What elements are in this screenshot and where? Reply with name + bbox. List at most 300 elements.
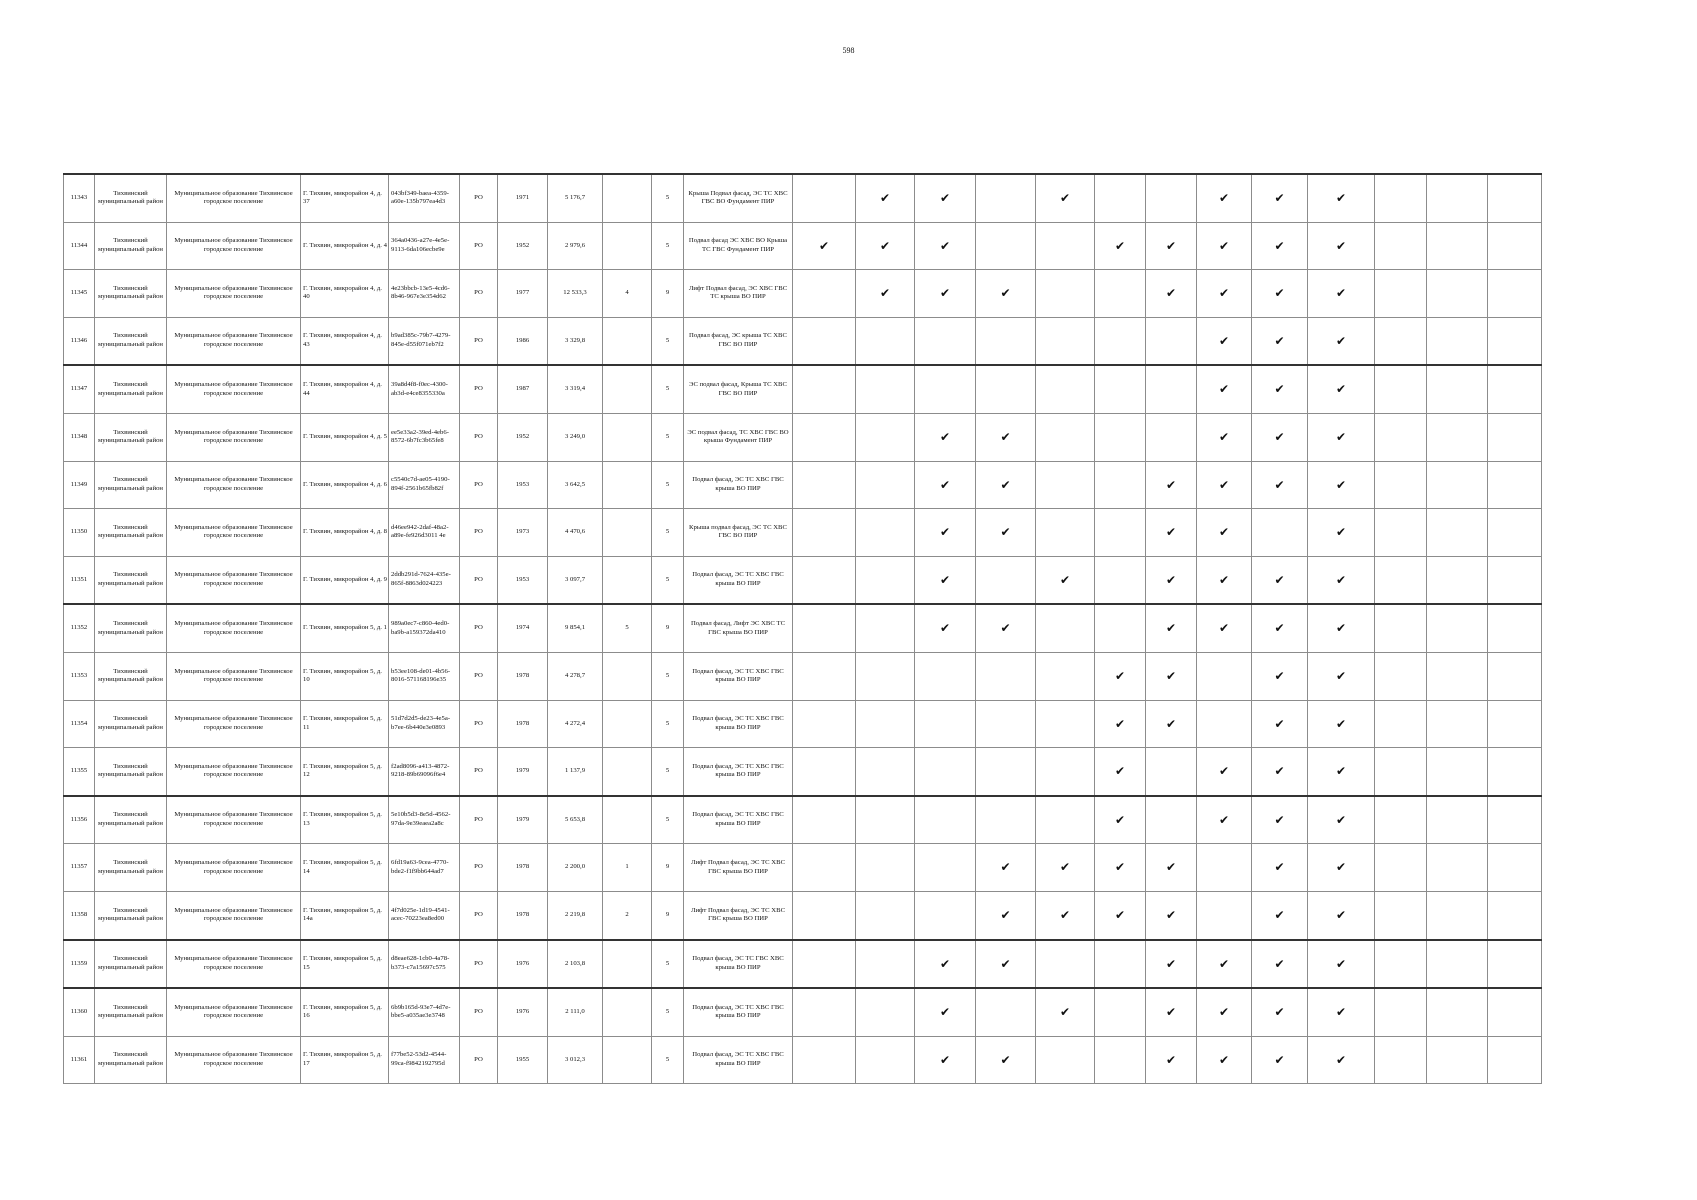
floors-cell: 9 [652,891,684,939]
guid-cell: 4f7d025e-1d19-4541-acec-70223ea8ed00 [389,891,460,939]
check-mark-icon: ✔ [793,222,856,270]
floors-cell: 5 [652,222,684,270]
empty-work-cell [1488,796,1542,844]
check-mark-icon: ✔ [976,604,1036,652]
floors-cell: 5 [652,1036,684,1084]
fund-form-cell: РО [460,748,498,796]
district-cell: Тихвинский муниципальный район [95,748,167,796]
address-cell: Г. Тихвин, микрорайон 4, д. 37 [301,174,389,222]
check-mark-icon: ✔ [976,413,1036,461]
empty-work-cell [915,891,976,939]
area-cell: 2 200,0 [548,844,603,892]
lifts-count-cell [603,222,652,270]
guid-cell: d46ee942-2daf-48a2-a89e-fe926d3011 4e [389,509,460,557]
empty-work-cell [793,796,856,844]
municipality-cell: Муниципальное образование Тихвинское городское поселение [167,748,301,796]
empty-work-cell [1488,700,1542,748]
check-mark-icon: ✔ [1095,796,1146,844]
empty-work-cell [1375,604,1427,652]
empty-work-cell [1197,652,1252,700]
row-id-cell: 11350 [64,509,95,557]
empty-work-cell [1095,174,1146,222]
check-mark-icon: ✔ [1146,604,1197,652]
area-cell: 5 653,8 [548,796,603,844]
check-mark-icon: ✔ [1197,796,1252,844]
table-row [64,844,1542,892]
works-list-cell: Крыша подвал фасад, ЭС ТС ХВС ГВС ВО ПИР [684,509,793,557]
empty-work-cell [1095,988,1146,1036]
fund-form-cell: РО [460,796,498,844]
area-cell: 4 470,6 [548,509,603,557]
empty-work-cell [1375,988,1427,1036]
empty-work-cell [1488,891,1542,939]
lifts-count-cell [603,509,652,557]
table-row [64,988,1542,1036]
empty-work-cell [793,844,856,892]
empty-work-cell [1375,317,1427,365]
check-mark-icon: ✔ [976,940,1036,989]
check-mark-icon: ✔ [1036,891,1095,939]
district-cell: Тихвинский муниципальный район [95,509,167,557]
row-id-cell: 11356 [64,796,95,844]
check-mark-icon: ✔ [1252,844,1308,892]
empty-work-cell [1427,174,1488,222]
empty-work-cell [1427,700,1488,748]
empty-work-cell [856,556,915,604]
table-row [64,317,1542,365]
lifts-count-cell: 2 [603,891,652,939]
check-mark-icon: ✔ [1252,222,1308,270]
empty-work-cell [856,317,915,365]
floors-cell: 9 [652,270,684,318]
municipality-cell: Муниципальное образование Тихвинское городское поселение [167,940,301,989]
empty-work-cell [915,317,976,365]
empty-work-cell [1375,365,1427,413]
built-year-cell: 1976 [498,988,548,1036]
empty-work-cell [1036,509,1095,557]
row-id-cell: 11348 [64,413,95,461]
built-year-cell: 1973 [498,509,548,557]
check-mark-icon: ✔ [1308,222,1375,270]
built-year-cell: 1987 [498,365,548,413]
empty-work-cell [1036,796,1095,844]
address-cell: Г. Тихвин, микрорайон 5, д. 16 [301,988,389,1036]
works-list-cell: Лифт Подвал фасад, ЭС ТС ХВС ГВС крыша ВО ПИР [684,844,793,892]
check-mark-icon: ✔ [1197,461,1252,509]
table-row [64,174,1542,222]
guid-cell: f2ad8096-a413-4872-9218-89b69096f6e4 [389,748,460,796]
check-mark-icon: ✔ [1146,556,1197,604]
row-id-cell: 11344 [64,222,95,270]
built-year-cell: 1971 [498,174,548,222]
empty-work-cell [793,365,856,413]
floors-cell: 5 [652,556,684,604]
district-cell: Тихвинский муниципальный район [95,461,167,509]
empty-work-cell [1427,652,1488,700]
district-cell: Тихвинский муниципальный район [95,604,167,652]
address-cell: Г. Тихвин, микрорайон 4, д. 43 [301,317,389,365]
works-list-cell: Подвал фасад ЭС ХВС ВО Крыша ТС ГВС Фундамент ПИР [684,222,793,270]
empty-work-cell [1488,365,1542,413]
check-mark-icon: ✔ [1252,988,1308,1036]
fund-form-cell: РО [460,700,498,748]
area-cell: 4 272,4 [548,700,603,748]
floors-cell: 5 [652,988,684,1036]
empty-work-cell [976,556,1036,604]
lifts-count-cell [603,413,652,461]
empty-work-cell [793,891,856,939]
address-cell: Г. Тихвин, микрорайон 4, д. 44 [301,365,389,413]
check-mark-icon: ✔ [1252,700,1308,748]
check-mark-icon: ✔ [1252,940,1308,989]
guid-cell: 5e10b5d3-8e5d-4562-97da-9e39eaea2a8c [389,796,460,844]
floors-cell: 5 [652,413,684,461]
empty-work-cell [1095,1036,1146,1084]
empty-work-cell [1036,940,1095,989]
check-mark-icon: ✔ [1197,222,1252,270]
fund-form-cell: РО [460,652,498,700]
address-cell: Г. Тихвин, микрорайон 5, д. 10 [301,652,389,700]
area-cell: 12 533,3 [548,270,603,318]
empty-work-cell [915,700,976,748]
built-year-cell: 1979 [498,796,548,844]
address-cell: Г. Тихвин, микрорайон 4, д. 5 [301,413,389,461]
empty-work-cell [1146,365,1197,413]
check-mark-icon: ✔ [1308,940,1375,989]
empty-work-cell [976,796,1036,844]
empty-work-cell [793,174,856,222]
municipality-cell: Муниципальное образование Тихвинское городское поселение [167,652,301,700]
empty-work-cell [1036,317,1095,365]
check-mark-icon: ✔ [1252,1036,1308,1084]
check-mark-icon: ✔ [976,509,1036,557]
check-mark-icon: ✔ [1146,461,1197,509]
works-list-cell: Подвал фасад, ЭС ТС ХВС ГВС крыша ВО ПИР [684,1036,793,1084]
check-mark-icon: ✔ [1146,700,1197,748]
municipality-cell: Муниципальное образование Тихвинское городское поселение [167,556,301,604]
empty-work-cell [793,1036,856,1084]
empty-work-cell [1036,461,1095,509]
empty-work-cell [1427,365,1488,413]
check-mark-icon: ✔ [1252,413,1308,461]
empty-work-cell [793,652,856,700]
address-cell: Г. Тихвин, микрорайон 4, д. 4 [301,222,389,270]
check-mark-icon: ✔ [1308,988,1375,1036]
area-cell: 3 319,4 [548,365,603,413]
check-mark-icon: ✔ [915,270,976,318]
empty-work-cell [1375,700,1427,748]
check-mark-icon: ✔ [976,844,1036,892]
works-list-cell: ЭС подвал фасад, ТС ХВС ГВС ВО крыша Фундамент ПИР [684,413,793,461]
works-list-cell: Подвал фасад, ЭС ТС ХВС ГВС крыша ВО ПИР [684,652,793,700]
works-list-cell: Лифт Подвал фасад, ЭС ТС ХВС ГВС крыша ВО ПИР [684,891,793,939]
empty-work-cell [1375,222,1427,270]
empty-work-cell [1146,413,1197,461]
built-year-cell: 1974 [498,604,548,652]
district-cell: Тихвинский муниципальный район [95,222,167,270]
lifts-count-cell: 5 [603,604,652,652]
address-cell: Г. Тихвин, микрорайон 5, д. 17 [301,1036,389,1084]
works-list-cell: Подвал фасад, ЭС ТС ХВС ГВС крыша ВО ПИР [684,556,793,604]
empty-work-cell [1427,940,1488,989]
check-mark-icon: ✔ [1252,461,1308,509]
floors-cell: 5 [652,461,684,509]
check-mark-icon: ✔ [915,1036,976,1084]
empty-work-cell [856,891,915,939]
table-row [64,413,1542,461]
built-year-cell: 1952 [498,222,548,270]
district-cell: Тихвинский муниципальный район [95,365,167,413]
check-mark-icon: ✔ [1308,652,1375,700]
empty-work-cell [1375,556,1427,604]
area-cell: 3 097,7 [548,556,603,604]
empty-work-cell [793,748,856,796]
municipality-cell: Муниципальное образование Тихвинское городское поселение [167,413,301,461]
empty-work-cell [1036,270,1095,318]
empty-work-cell [1488,844,1542,892]
check-mark-icon: ✔ [1308,317,1375,365]
empty-work-cell [856,748,915,796]
row-id-cell: 11361 [64,1036,95,1084]
lifts-count-cell [603,317,652,365]
empty-work-cell [1375,940,1427,989]
empty-work-cell [856,461,915,509]
check-mark-icon: ✔ [1308,556,1375,604]
empty-work-cell [1146,796,1197,844]
empty-work-cell [1036,413,1095,461]
check-mark-icon: ✔ [856,222,915,270]
empty-work-cell [1488,509,1542,557]
empty-work-cell [1427,1036,1488,1084]
check-mark-icon: ✔ [1308,748,1375,796]
empty-work-cell [1488,270,1542,318]
municipality-cell: Муниципальное образование Тихвинское городское поселение [167,270,301,318]
district-cell: Тихвинский муниципальный район [95,1036,167,1084]
address-cell: Г. Тихвин, микрорайон 4, д. 9 [301,556,389,604]
built-year-cell: 1986 [498,317,548,365]
empty-work-cell [976,174,1036,222]
empty-work-cell [1488,652,1542,700]
address-cell: Г. Тихвин, микрорайон 5, д. 12 [301,748,389,796]
floors-cell: 9 [652,844,684,892]
empty-work-cell [1197,844,1252,892]
empty-work-cell [793,700,856,748]
empty-work-cell [1197,891,1252,939]
empty-work-cell [856,940,915,989]
empty-work-cell [1146,317,1197,365]
empty-work-cell [1488,317,1542,365]
empty-work-cell [976,988,1036,1036]
check-mark-icon: ✔ [1036,556,1095,604]
empty-work-cell [1375,174,1427,222]
address-cell: Г. Тихвин, микрорайон 5, д. 14а [301,891,389,939]
built-year-cell: 1953 [498,556,548,604]
lifts-count-cell: 1 [603,844,652,892]
works-list-cell: Подвал фасад, ЭС ТС ГВС ХВС крыша ВО ПИР [684,940,793,989]
municipality-cell: Муниципальное образование Тихвинское городское поселение [167,509,301,557]
check-mark-icon: ✔ [915,940,976,989]
row-id-cell: 11343 [64,174,95,222]
district-cell: Тихвинский муниципальный район [95,270,167,318]
page-number: 598 [842,46,855,55]
fund-form-cell: РО [460,509,498,557]
empty-work-cell [793,988,856,1036]
municipality-cell: Муниципальное образование Тихвинское городское поселение [167,604,301,652]
area-cell: 2 111,0 [548,988,603,1036]
check-mark-icon: ✔ [1095,652,1146,700]
address-cell: Г. Тихвин, микрорайон 4, д. 6 [301,461,389,509]
lifts-count-cell [603,940,652,989]
built-year-cell: 1953 [498,461,548,509]
works-list-cell: Подвал фасад, ЭС ТС ХВС ГВС крыша ВО ПИР [684,748,793,796]
floors-cell: 5 [652,940,684,989]
works-list-cell: Подвал фасад, ЭС ТС ХВС ГВС крыша ВО ПИР [684,796,793,844]
fund-form-cell: РО [460,317,498,365]
empty-work-cell [1488,1036,1542,1084]
table-row [64,222,1542,270]
built-year-cell: 1955 [498,1036,548,1084]
guid-cell: c5540c7d-ae05-4190-894f-2561b65fb82f [389,461,460,509]
check-mark-icon: ✔ [1146,509,1197,557]
check-mark-icon: ✔ [1095,748,1146,796]
empty-work-cell [793,604,856,652]
works-list-cell: Крыша Подвал фасад, ЭС ТС ХВС ГВС ВО Фундамент ПИР [684,174,793,222]
municipality-cell: Муниципальное образование Тихвинское городское поселение [167,844,301,892]
built-year-cell: 1952 [498,413,548,461]
check-mark-icon: ✔ [1197,317,1252,365]
fund-form-cell: РО [460,222,498,270]
district-cell: Тихвинский муниципальный район [95,556,167,604]
empty-work-cell [1095,604,1146,652]
floors-cell: 5 [652,365,684,413]
guid-cell: 364a0436-a27e-4e5e-9113-6da106ecbe9e [389,222,460,270]
check-mark-icon: ✔ [1197,174,1252,222]
empty-work-cell [856,365,915,413]
check-mark-icon: ✔ [1252,748,1308,796]
municipality-cell: Муниципальное образование Тихвинское городское поселение [167,988,301,1036]
empty-work-cell [856,509,915,557]
municipality-cell: Муниципальное образование Тихвинское городское поселение [167,1036,301,1084]
row-id-cell: 11353 [64,652,95,700]
district-cell: Тихвинский муниципальный район [95,652,167,700]
check-mark-icon: ✔ [856,174,915,222]
fund-form-cell: РО [460,413,498,461]
row-id-cell: 11345 [64,270,95,318]
empty-work-cell [976,222,1036,270]
row-id-cell: 11347 [64,365,95,413]
works-list-cell: Подвал фасад, ЭС ТС ХВС ГВС крыша ВО ПИР [684,461,793,509]
lifts-count-cell [603,652,652,700]
built-year-cell: 1978 [498,891,548,939]
check-mark-icon: ✔ [976,891,1036,939]
empty-work-cell [856,604,915,652]
table-row [64,891,1542,939]
guid-cell: 6fd19a63-9cea-4770-bde2-f1f9bb644ad7 [389,844,460,892]
check-mark-icon: ✔ [915,222,976,270]
table-row [64,796,1542,844]
guid-cell: 4e23bbcb-13e5-4cd6-8b46-967e3e354d62 [389,270,460,318]
built-year-cell: 1978 [498,700,548,748]
lifts-count-cell [603,174,652,222]
check-mark-icon: ✔ [976,461,1036,509]
empty-work-cell [915,796,976,844]
floors-cell: 5 [652,317,684,365]
empty-work-cell [1095,317,1146,365]
empty-work-cell [856,1036,915,1084]
check-mark-icon: ✔ [1308,509,1375,557]
guid-cell: 2ddb291d-7624-435e-865f-8863d024223 [389,556,460,604]
table-row [64,940,1542,989]
works-list-cell: Подвал фасад, ЭС ТС ХВС ГВС крыша ВО ПИР [684,700,793,748]
empty-work-cell [1095,940,1146,989]
guid-cell: 6b9b165d-93e7-4d7e-bbe5-a035ae3e3748 [389,988,460,1036]
empty-work-cell [976,652,1036,700]
empty-work-cell [1375,748,1427,796]
municipality-cell: Муниципальное образование Тихвинское городское поселение [167,891,301,939]
empty-work-cell [1375,652,1427,700]
built-year-cell: 1976 [498,940,548,989]
built-year-cell: 1977 [498,270,548,318]
guid-cell: b9ad385c-79b7-4279-845e-d55f071eb7f2 [389,317,460,365]
check-mark-icon: ✔ [1036,844,1095,892]
lifts-count-cell [603,461,652,509]
empty-work-cell [1036,700,1095,748]
fund-form-cell: РО [460,891,498,939]
check-mark-icon: ✔ [1146,844,1197,892]
floors-cell: 5 [652,652,684,700]
empty-work-cell [1427,988,1488,1036]
address-cell: Г. Тихвин, микрорайон 4, д. 8 [301,509,389,557]
empty-work-cell [976,317,1036,365]
check-mark-icon: ✔ [915,556,976,604]
table-row [64,652,1542,700]
empty-work-cell [1095,413,1146,461]
empty-work-cell [915,365,976,413]
empty-work-cell [1375,413,1427,461]
check-mark-icon: ✔ [976,270,1036,318]
table-row [64,461,1542,509]
empty-work-cell [856,652,915,700]
empty-work-cell [1427,509,1488,557]
row-id-cell: 11359 [64,940,95,989]
empty-work-cell [915,844,976,892]
empty-work-cell [1146,174,1197,222]
guid-cell: 043bf349-baea-4359-a60e-135b797ea4d3 [389,174,460,222]
check-mark-icon: ✔ [1308,365,1375,413]
empty-work-cell [915,748,976,796]
fund-form-cell: РО [460,844,498,892]
empty-work-cell [1427,891,1488,939]
works-list-cell: Подвал фасад, ЭС ТС ХВС ГВС крыша ВО ПИР [684,988,793,1036]
empty-work-cell [793,940,856,989]
fund-form-cell: РО [460,940,498,989]
empty-work-cell [1427,413,1488,461]
empty-work-cell [1095,270,1146,318]
works-list-cell: ЭС подвал фасад, Крыша ТС ХВС ГВС ВО ПИР [684,365,793,413]
empty-work-cell [856,796,915,844]
built-year-cell: 1978 [498,844,548,892]
check-mark-icon: ✔ [1308,1036,1375,1084]
check-mark-icon: ✔ [1252,270,1308,318]
built-year-cell: 1979 [498,748,548,796]
empty-work-cell [1036,748,1095,796]
area-cell: 2 103,8 [548,940,603,989]
check-mark-icon: ✔ [856,270,915,318]
check-mark-icon: ✔ [1146,940,1197,989]
guid-cell: d8eae628-1cb0-4a78-b373-c7a15697c575 [389,940,460,989]
check-mark-icon: ✔ [1308,174,1375,222]
area-cell: 2 219,8 [548,891,603,939]
